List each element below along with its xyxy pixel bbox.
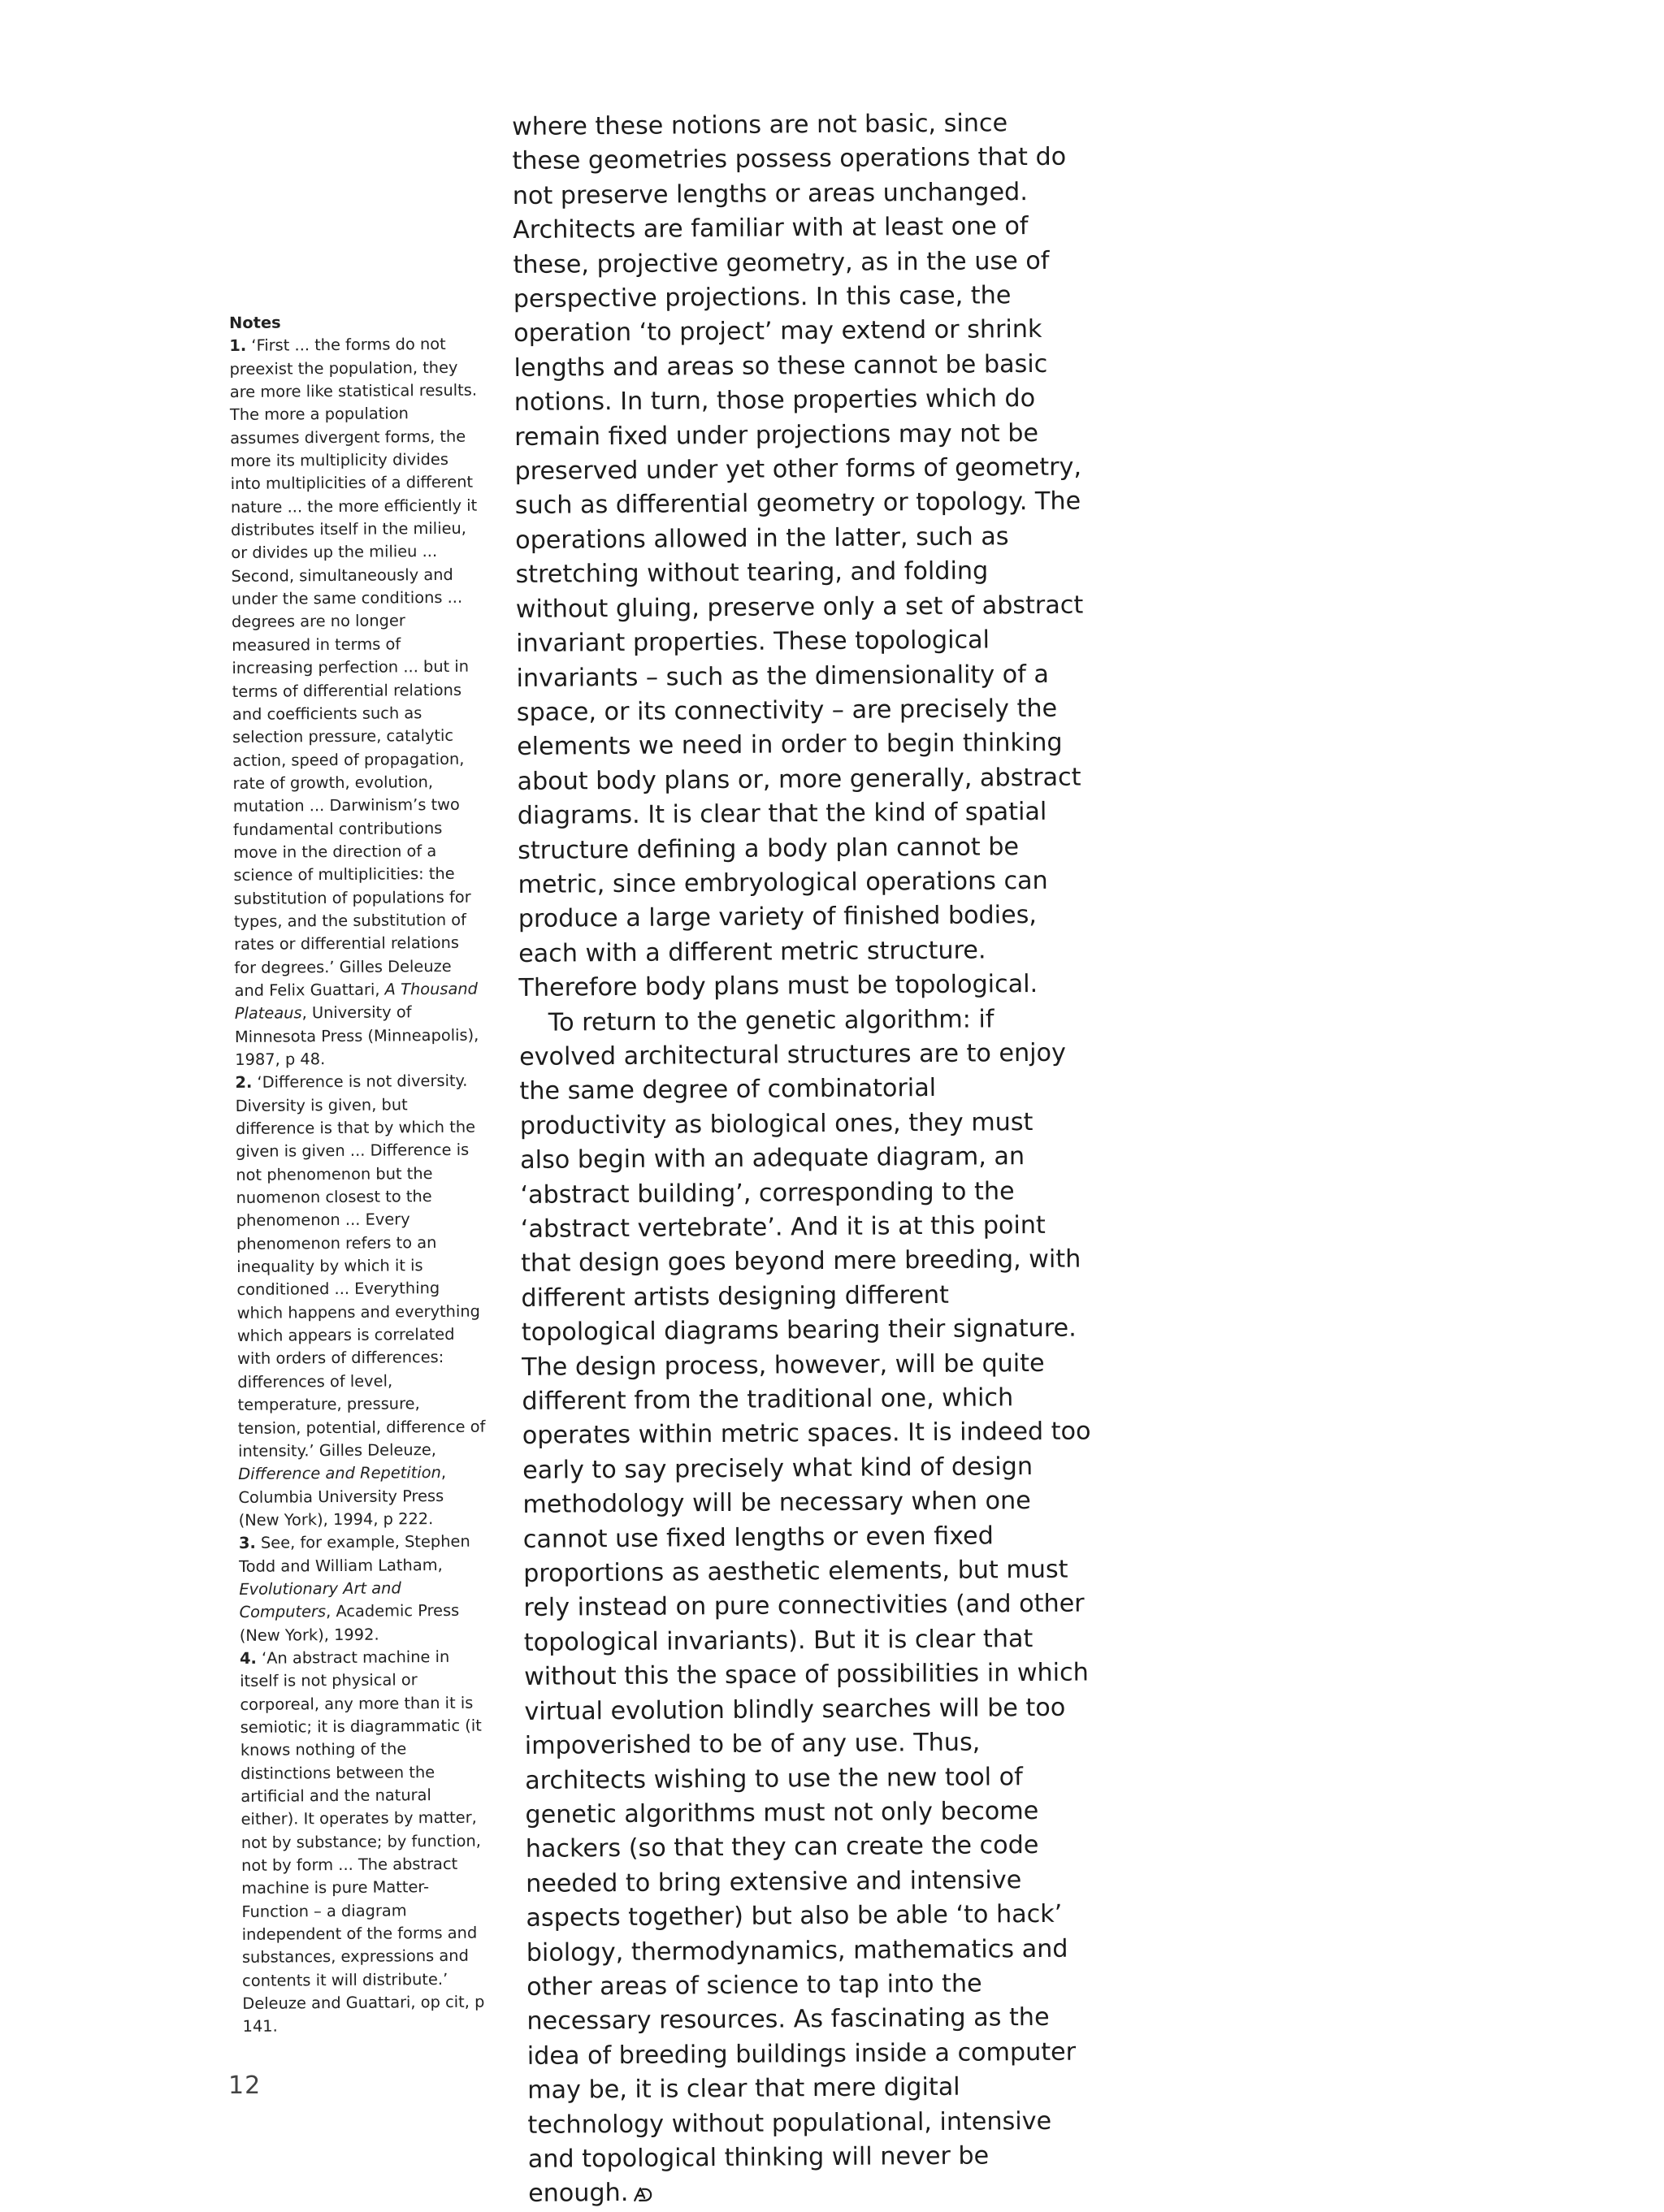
note-citation: , Academic Press (New York), 1992. <box>239 1601 460 1645</box>
body-column <box>512 106 1097 2212</box>
ad-logo-icon <box>633 2186 652 2202</box>
note-citation: , Columbia University Press (New York), 1994, p 222. <box>238 1463 447 1530</box>
body-paragraph-2-text: To return to the genetic algorithm: if evolved architectural structures are to enjoy the same degree of combinatorial productivity as biological ones, they must also begin with an adequate diagram, an ‘abstract building’, corresponding to the ‘abstract vertebrate’. And it is at this point that design goes beyond mere breeding, with different artists designing different topological diagrams bearing their signature. The design process, however, will be quite different from the traditional one, which operates within metric spaces. It is indeed too early to say precisely what kind of design methodology will be necessary when one cannot use fixed lengths or even fixed proportions as aesthetic elements, but must rely instead on pure connectivities (and other topological invariants). But it is clear that without this the space of possibilities in which virtual evolution blindly searches will be too impoverished to be of any use. Thus, architects wishing to use the new tool of genetic algorithms must not only become hackers (so that they can create the code needed to bring extensive and intensive aspects together) but also be able ‘to hack’ biology, thermodynamics, mathematics and other areas of science to tap into the necessary resources. As fascinating as the idea of breeding buildings inside a computer may be, it is clear that mere digital technology without populational, intensive and topological thinking will never be enough. <box>519 1004 1091 2209</box>
page-number: 12 <box>228 2071 262 2100</box>
note-text: ‘First ... the forms do not preexist the population, they are more like statistical results. The more a population assumes divergent forms, the more its multiplicity divides into multiplicities of a different nature ... the more efficiently it distributes itself in the milieu, or divides up the milieu ... Second, simultaneously and under the same conditions ... degrees are no longer measured in terms of increasing perfection ... but in terms of differential relations and coefficients such as selection pressure, catalytic action, speed of propagation, rate of growth, evolution, mutation ... Darwinism’s two fundamental contributions move in the direction of a science of multiplicities: the substitution of populations for types, and the substitution of rates or differential relations for degrees.’ Gilles Deleuze and Felix Guattari, <box>229 335 478 1000</box>
notes-column <box>229 310 491 2039</box>
note-1 <box>229 333 483 1071</box>
note-number: 4. <box>239 1648 257 1668</box>
note-title: A Thousand Plateaus <box>234 979 479 1024</box>
notes-heading: Notes <box>229 313 281 332</box>
note-2 <box>235 1070 486 1532</box>
note-title: Evolutionary Art and Computers <box>239 1578 401 1622</box>
note-text: See, for example, Stephen Todd and William Latham, <box>239 1531 470 1576</box>
note-text: ‘Difference is not diversity. Diversity is given, but difference is that by which the given is given ... Difference is not phenomenon but the nuomenon closest to the phenomenon ... Every phenomenon refers to an inequality by which it is conditioned ... Everything which happens and everything which appears is correlated with orders of differences: differences of level, temperature, pressure, tension, potential, difference of intensity.’ Gilles Deleuze, <box>235 1071 486 1461</box>
body-paragraph-2 <box>519 1002 1098 2212</box>
body-paragraph-1: where these notions are not basic, since these geometries possess operations that do not preserve lengths or areas unchanged. Architects are familiar with at least one of these, projective geometry, as in the use of perspective projections. In this case, the operation ‘to project’ may extend or shrink lengths and areas so these cannot be basic notions. In turn, those properties which do remain fixed under projections may not be preserved under yet other forms of geometry, such as differential geometry or topology. The operations allowed in the latter, such as stretching without tearing, and folding without gluing, preserve only a set of abstract invariant properties. These topological invariants – such as the dimensionality of a space, or its connectivity – are precisely the elements we need in order to begin thinking about body plans or, more generally, abstract diagrams. It is clear that the kind of spatial structure defining a body plan cannot be metric, since embryological operations can produce a large variety of finished bodies, each with a different metric structure. Therefore body plans must be topological. <box>512 109 1084 1003</box>
note-number: 3. <box>238 1534 256 1553</box>
note-number: 1. <box>229 336 247 356</box>
note-number: 2. <box>235 1073 253 1093</box>
note-title: Difference and Repetition <box>238 1463 441 1484</box>
note-text: ‘An abstract machine in itself is not physical or corporeal, any more than it is semiotic; it is diagrammatic (it knows nothing of the distinctions between the artificial and the natural either). It operates by matter, not by substance; by function, not by form ... The abstract machine is pure Matter-Function – a diagram independent of the forms and substances, expressions and contents it will distribute.’ Deleuze and Guattari, op cit, p 141. <box>240 1647 485 2037</box>
note-3 <box>239 1530 488 1647</box>
note-4 <box>240 1645 491 2038</box>
note-citation: , University of Minnesota Press (Minneapolis), 1987, p 48. <box>234 1002 479 1069</box>
